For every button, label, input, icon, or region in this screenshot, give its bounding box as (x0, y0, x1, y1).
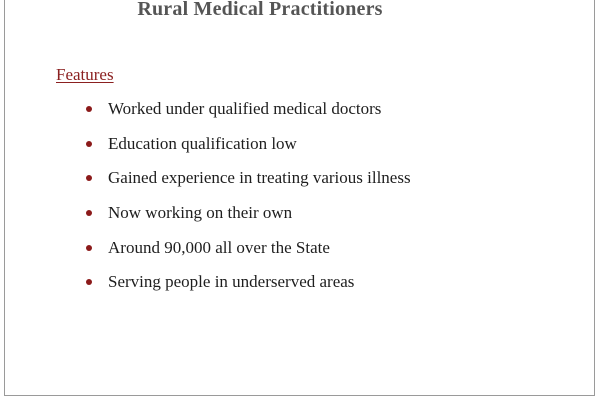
bullet-dot-icon (86, 279, 92, 285)
list-item (86, 127, 411, 162)
bullet-text: Serving people in underserved areas (108, 272, 355, 292)
list-item (86, 265, 411, 300)
bullet-dot-icon (86, 141, 92, 147)
bullet-text: Education qualification low (108, 133, 297, 153)
list-item (86, 196, 411, 231)
bullet-text: Gained experience in treating various illness (108, 168, 411, 188)
bullet-text: Around 90,000 all over the State (108, 237, 330, 257)
bullet-text: Now working on their own (108, 203, 293, 223)
list-item (86, 161, 411, 196)
list-item (86, 230, 411, 265)
bullet-dot-icon (86, 106, 92, 112)
features-bullet-list (86, 92, 411, 300)
bullet-dot-icon (86, 210, 92, 216)
section-heading-features: Features (56, 65, 114, 84)
bullet-dot-icon (86, 175, 92, 181)
slide-title: Rural Medical Practitioners (137, 0, 383, 20)
bullet-text: Worked under qualified medical doctors (108, 99, 382, 119)
list-item (86, 92, 411, 127)
bullet-dot-icon (86, 245, 92, 251)
